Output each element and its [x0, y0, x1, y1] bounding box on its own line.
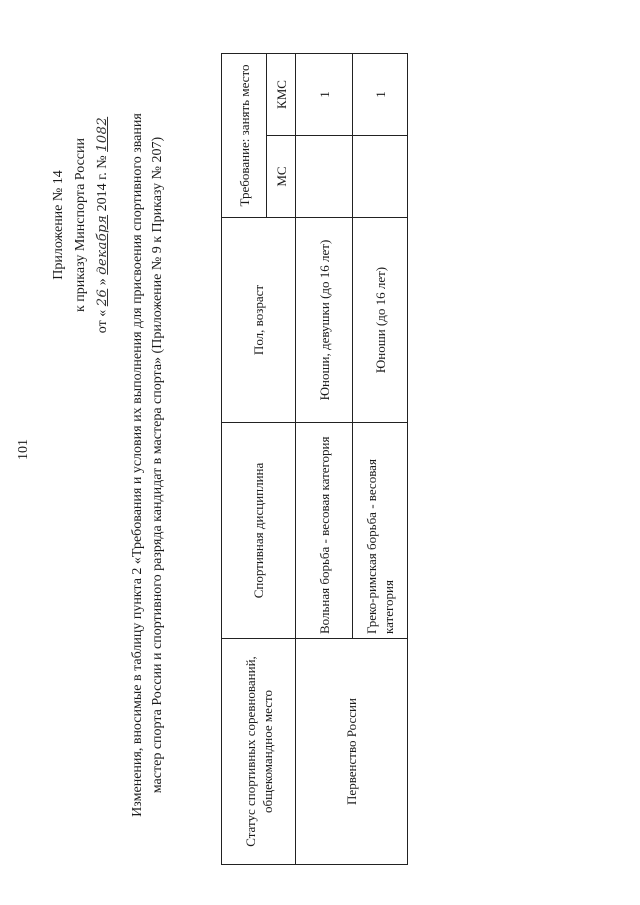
header-gender-age: Пол, возраст: [222, 218, 296, 423]
appendix-title: Приложение № 14: [51, 170, 66, 280]
header-status: Статус спортивных соревнований, общекомандное место: [222, 639, 296, 865]
appendix-block: [48, 35, 114, 415]
date-mid: »: [95, 278, 110, 286]
cell-ms: [296, 136, 353, 218]
table-header-row: [222, 53, 267, 864]
table-row: [296, 53, 353, 864]
cell-gender-age: Юноши, девушки (до 16 лет): [296, 218, 353, 423]
cell-ms: [353, 136, 408, 218]
cell-status: Первенство России: [296, 639, 408, 865]
handwritten-day: 26: [95, 288, 110, 307]
date-prefix: от «: [95, 309, 110, 334]
header-discipline: Спортивная дисциплина: [222, 423, 296, 639]
cell-discipline: Греко-римская борьба - весовая категория: [353, 423, 408, 639]
header-ms: МС: [267, 136, 296, 218]
handwritten-order-number: 1082: [95, 116, 110, 152]
requirements-table: [221, 53, 408, 865]
cell-gender-age: Юноши (до 16 лет): [353, 218, 408, 423]
appendix-order-ref: к приказу Минспорта России: [73, 138, 88, 312]
heading-line-1: Изменения, вносимые в таблицу пункта 2 «Требования и условия их выполнения для присвоения спортивного звания: [130, 113, 145, 817]
date-year: 2014 г. №: [95, 155, 110, 212]
handwritten-month: декабря: [95, 214, 110, 275]
cell-kms: 1: [296, 53, 353, 135]
header-kms: КМС: [267, 53, 296, 135]
header-requirement: Требование: занять место: [222, 53, 267, 217]
appendix-date-line: [92, 35, 114, 415]
cell-discipline: Вольная борьба - весовая категория: [296, 423, 353, 639]
page-number: 101: [16, 439, 31, 460]
document-heading: [128, 65, 168, 865]
cell-kms: 1: [353, 53, 408, 135]
heading-line-2: мастер спорта России и спортивного разряда кандидат в мастера спорта» (Приложение № 9 к Приказу № 207): [150, 136, 165, 794]
